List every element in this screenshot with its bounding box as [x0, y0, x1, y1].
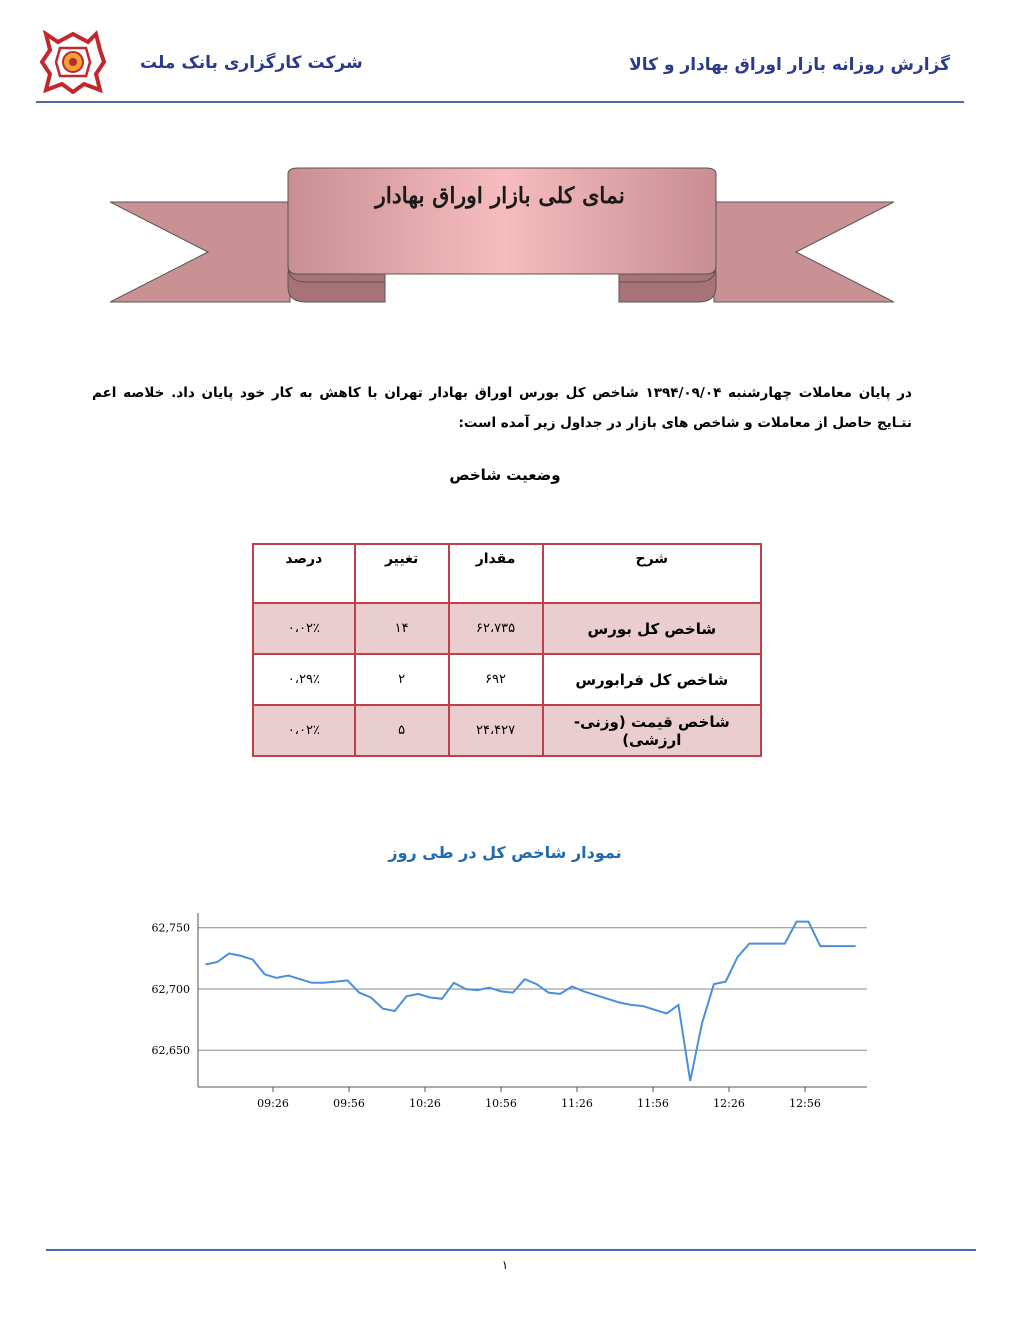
x-tick-label: 10:56	[485, 1097, 517, 1110]
row-value: ۲۴،۴۲۷	[449, 705, 543, 756]
x-tick-label: 11:26	[561, 1097, 593, 1110]
row-percent: ۰،۰۲٪	[253, 603, 355, 654]
index-status-table	[252, 543, 762, 757]
banner-title: نمای کلی بازار اوراق بهادار	[375, 183, 625, 209]
bank-mellat-logo	[38, 30, 108, 94]
y-tick-label: 62,650	[151, 1044, 190, 1058]
header-value: مقدار	[449, 544, 543, 603]
table-row	[253, 603, 761, 654]
page-number: ۱	[501, 1258, 509, 1272]
row-percent: ۰،۲۹٪	[253, 654, 355, 705]
row-change: ۱۴	[355, 603, 449, 654]
header-change: تغییر	[355, 544, 449, 603]
table-row	[253, 654, 761, 705]
footer-divider	[46, 1249, 976, 1251]
company-name: شرکت کارگزاری بانک ملت	[140, 53, 363, 73]
table-row	[253, 705, 761, 756]
row-percent: ۰،۰۲٪	[253, 705, 355, 756]
series-line	[206, 922, 856, 1081]
row-value: ۶۹۲	[449, 654, 543, 705]
y-tick-label: 62,700	[151, 982, 190, 996]
header-percent: درصد	[253, 544, 355, 603]
report-title: گزارش روزانه بازار اوراق بهادار و کالا	[629, 55, 950, 75]
row-change: ۲	[355, 654, 449, 705]
index-table-title: وضعیت شاخص	[449, 466, 561, 484]
y-tick-label: 62,750	[151, 921, 190, 935]
row-name: شاخص قیمت (وزنی-ارزشی)	[543, 705, 761, 756]
x-tick-label: 12:26	[713, 1097, 745, 1110]
x-tick-label: 12:56	[789, 1097, 821, 1110]
header-description: شرح	[543, 544, 761, 603]
table-header-row	[253, 544, 761, 603]
chart-title: نمودار شاخص کل در طی روز	[388, 843, 622, 862]
x-tick-label: 10:26	[409, 1097, 441, 1110]
x-tick-label: 09:26	[257, 1097, 289, 1110]
intraday-index-chart	[140, 905, 880, 1120]
row-name: شاخص کل بورس	[543, 603, 761, 654]
header-divider	[36, 101, 964, 103]
x-tick-label: 11:56	[637, 1097, 669, 1110]
row-change: ۵	[355, 705, 449, 756]
x-tick-label: 09:56	[333, 1097, 365, 1110]
row-value: ۶۲،۷۳۵	[449, 603, 543, 654]
row-name: شاخص کل فرابورس	[543, 654, 761, 705]
intro-paragraph: در پایان معاملات چهارشنبه ۱۳۹۴/۰۹/۰۴ شاخص کل بورس اوراق بهادار تهران با کاهش به کار خود پایان داد. خلاصه اعم نتـایج حاصل از معاملات و شاخص های بازار در جداول زیر آمده است:	[92, 385, 912, 431]
